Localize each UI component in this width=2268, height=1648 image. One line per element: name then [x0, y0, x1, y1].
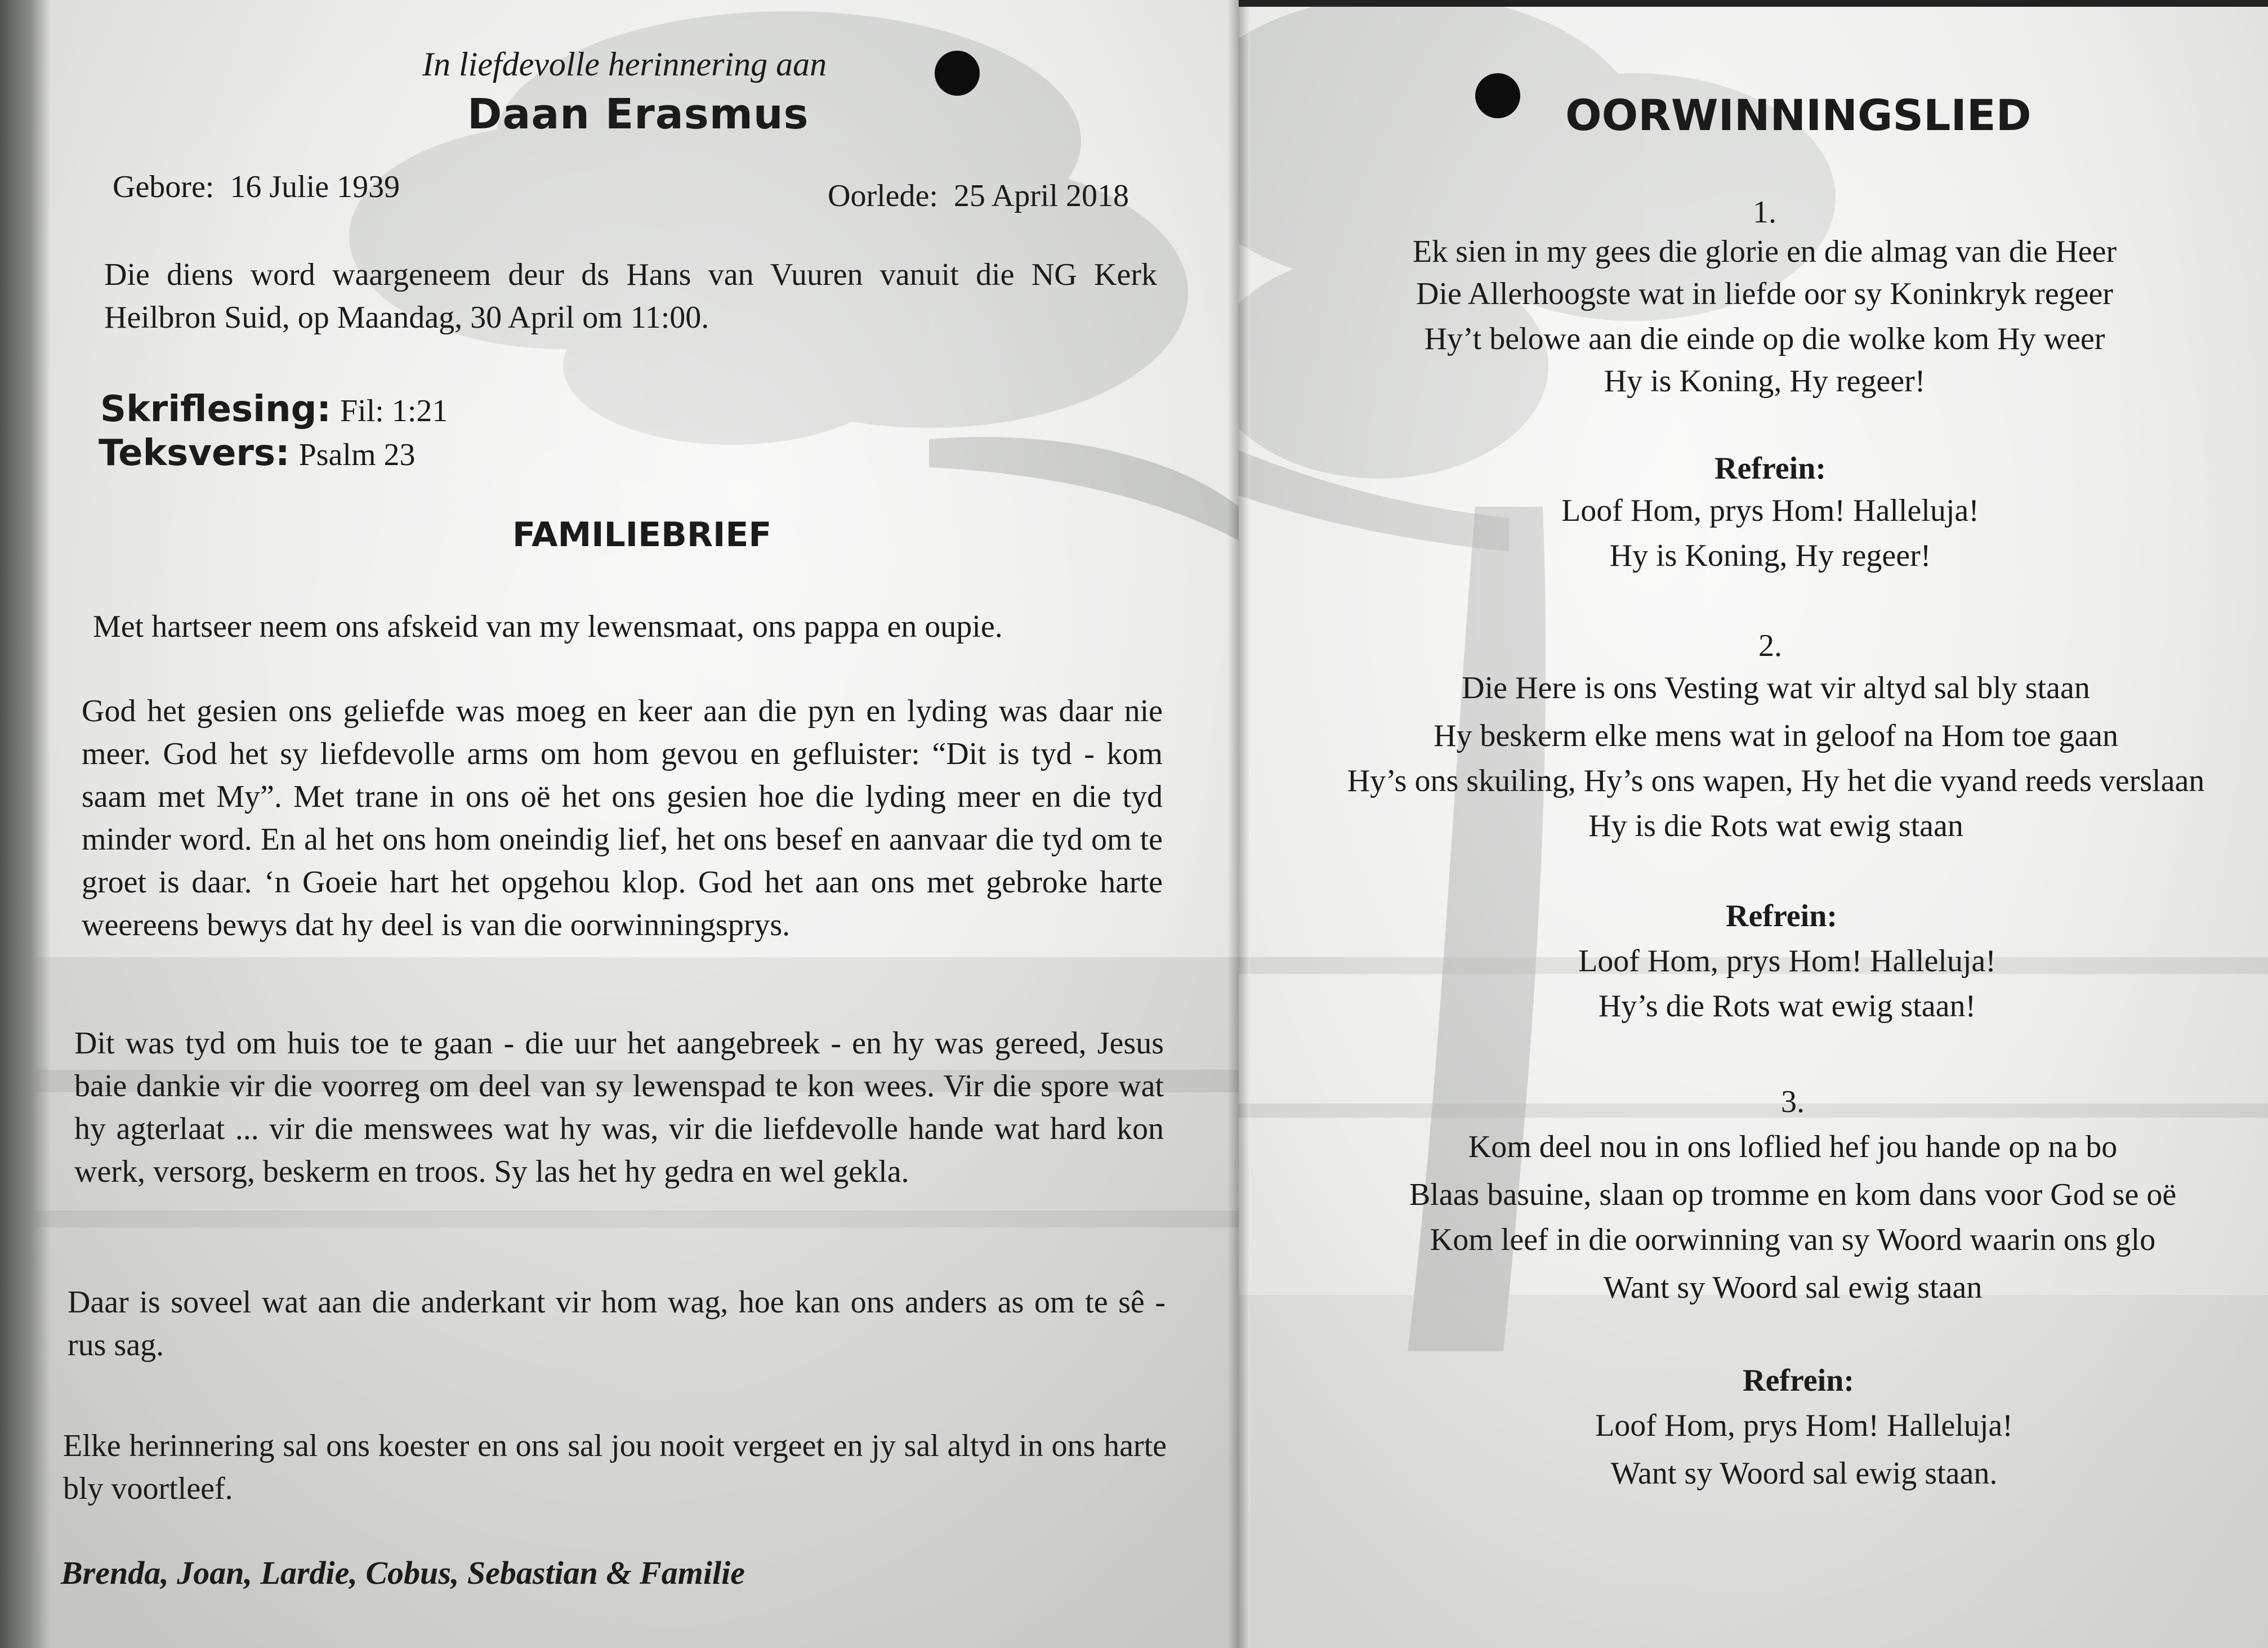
- refrain-line: Loof Hom, prys Hom! Halleluja!: [1561, 493, 1979, 528]
- verse-number: 2.: [1758, 628, 1782, 663]
- letter-paragraph-3: Dit was tyd om huis toe te gaan - die uur het aangebreek - en hy was gereed, Jesus baie dankie vir die voorreg om deel van sy lewenspad te kon wees. Vir die spore wat hy agterlaat ... vir die menswees wat hy was, vir die liefdevolle hande wat hard kon werk, versorg, beskerm en troos. Sy las het hy gedra en wel gekla.: [74, 1026, 1164, 1189]
- letter-paragraph-2: God het gesien ons geliefde was moeg en keer aan die pyn en lyding was daar nie meer. God het sy liefdevolle arms om hom gevou en gefluister: “Dit is tyd - kom saam met My”. Met trane in ons oë het ons gesien hoe die lyding meer en die tyd minder word. En al het ons hom oneindig lief, het ons besef en aanvaar die tyd om te groet is daar. ‘n Goeie hart het opgehou klop. God het aan ons met gebroke harte weereens bewys dat hy deel is van die oorwinningsprys.: [82, 694, 1163, 943]
- verse-line: Ek sien in my gees die glorie en die almag van die Heer: [1412, 234, 2117, 269]
- letter-heading: FAMILIEBRIEF: [512, 515, 772, 555]
- hymn-title: OORWINNINGSLIED: [1565, 90, 2032, 140]
- refrain-label: Refrein:: [1726, 899, 1837, 934]
- refrain-line: Loof Hom, prys Hom! Halleluja!: [1578, 944, 1996, 979]
- verse-line: Hy is die Rots wat ewig staan: [1588, 809, 1963, 843]
- fold-crease: [1227, 0, 1250, 1648]
- born-label: Gebore:: [113, 169, 215, 204]
- service-details: Die diens word waargeneem deur ds Hans van Vuuren vanuit die NG Kerk Heilbron Suid, op Maandag, 30 April om 11:00.: [104, 257, 1157, 335]
- died-label: Oorlede:: [828, 178, 938, 213]
- intro-line: In liefdevolle herinnering aan: [422, 46, 827, 83]
- verse-line: Die Here is ons Vesting wat vir altyd sal bly staan: [1462, 671, 2090, 705]
- verse-line: Blaas basuine, slaan op tromme en kom dans voor God se oë: [1409, 1177, 2177, 1212]
- verse-line: Kom deel nou in ons loflied hef jou hande op na bo: [1468, 1129, 2118, 1164]
- born-info: [113, 166, 400, 208]
- refrain-line: Hy’s die Rots wat ewig staan!: [1598, 989, 1976, 1024]
- page-top-edge: [1239, 0, 2268, 7]
- verse-line: Hy’t belowe aan die einde op die wolke kom Hy weer: [1424, 321, 2105, 356]
- died-date: 25 April 2018: [953, 178, 1129, 213]
- punch-hole: [935, 51, 980, 96]
- letter-paragraph-1: Met hartseer neem ons afskeid van my lewensmaat, ons pappa en oupie.: [93, 609, 1003, 644]
- refrain-line: Want sy Woord sal ewig staan.: [1610, 1456, 1998, 1491]
- text-verse-line: [99, 432, 416, 474]
- letter-paragraph-4: Daar is soveel wat aan die anderkant vir hom wag, hoe kan ons anders as om te sê - rus sag.: [68, 1285, 1166, 1363]
- reading-label: Skriflesing:: [100, 388, 331, 430]
- died-info: [828, 175, 1129, 217]
- verse-number: 1.: [1753, 195, 1776, 230]
- letter-paragraph-5: Elke herinnering sal ons koester en ons sal jou nooit vergeet en jy sal altyd in ons harte bly voortleef.: [63, 1428, 1167, 1506]
- text-verse-value: Psalm 23: [298, 437, 416, 472]
- verse-line: Die Allerhoogste wat in liefde oor sy Koninkryk regeer: [1416, 276, 2113, 311]
- refrain-line: Hy is Koning, Hy regeer!: [1609, 538, 1931, 573]
- reading-line: [100, 388, 448, 430]
- refrain-label: Refrein:: [1743, 1363, 1854, 1398]
- reading-value: Fil: 1:21: [340, 394, 448, 428]
- refrain-line: Loof Hom, prys Hom! Halleluja!: [1595, 1408, 2013, 1443]
- punch-hole: [1475, 73, 1520, 118]
- page-edge-shadow: [0, 0, 51, 1648]
- verse-line: Kom leef in die oorwinning van sy Woord waarin ons glo: [1430, 1222, 2156, 1257]
- text-verse-label: Teksvers:: [99, 432, 290, 474]
- verse-number: 3.: [1781, 1084, 1805, 1119]
- born-date: 16 Julie 1939: [230, 169, 400, 204]
- right-panel: [1239, 0, 2268, 1648]
- deceased-name: Daan Erasmus: [467, 90, 809, 139]
- family-signature: Brenda, Joan, Lardie, Cobus, Sebastian & Familie: [61, 1555, 745, 1591]
- verse-line: Hy beskerm elke mens wat in geloof na Hom toe gaan: [1433, 718, 2119, 753]
- verse-line: Hy is Koning, Hy regeer!: [1604, 364, 1926, 399]
- verse-line: Hy’s ons skuiling, Hy’s ons wapen, Hy het die vyand reeds verslaan: [1347, 763, 2205, 798]
- refrain-label: Refrein:: [1715, 451, 1826, 486]
- verse-line: Want sy Woord sal ewig staan: [1603, 1270, 1983, 1305]
